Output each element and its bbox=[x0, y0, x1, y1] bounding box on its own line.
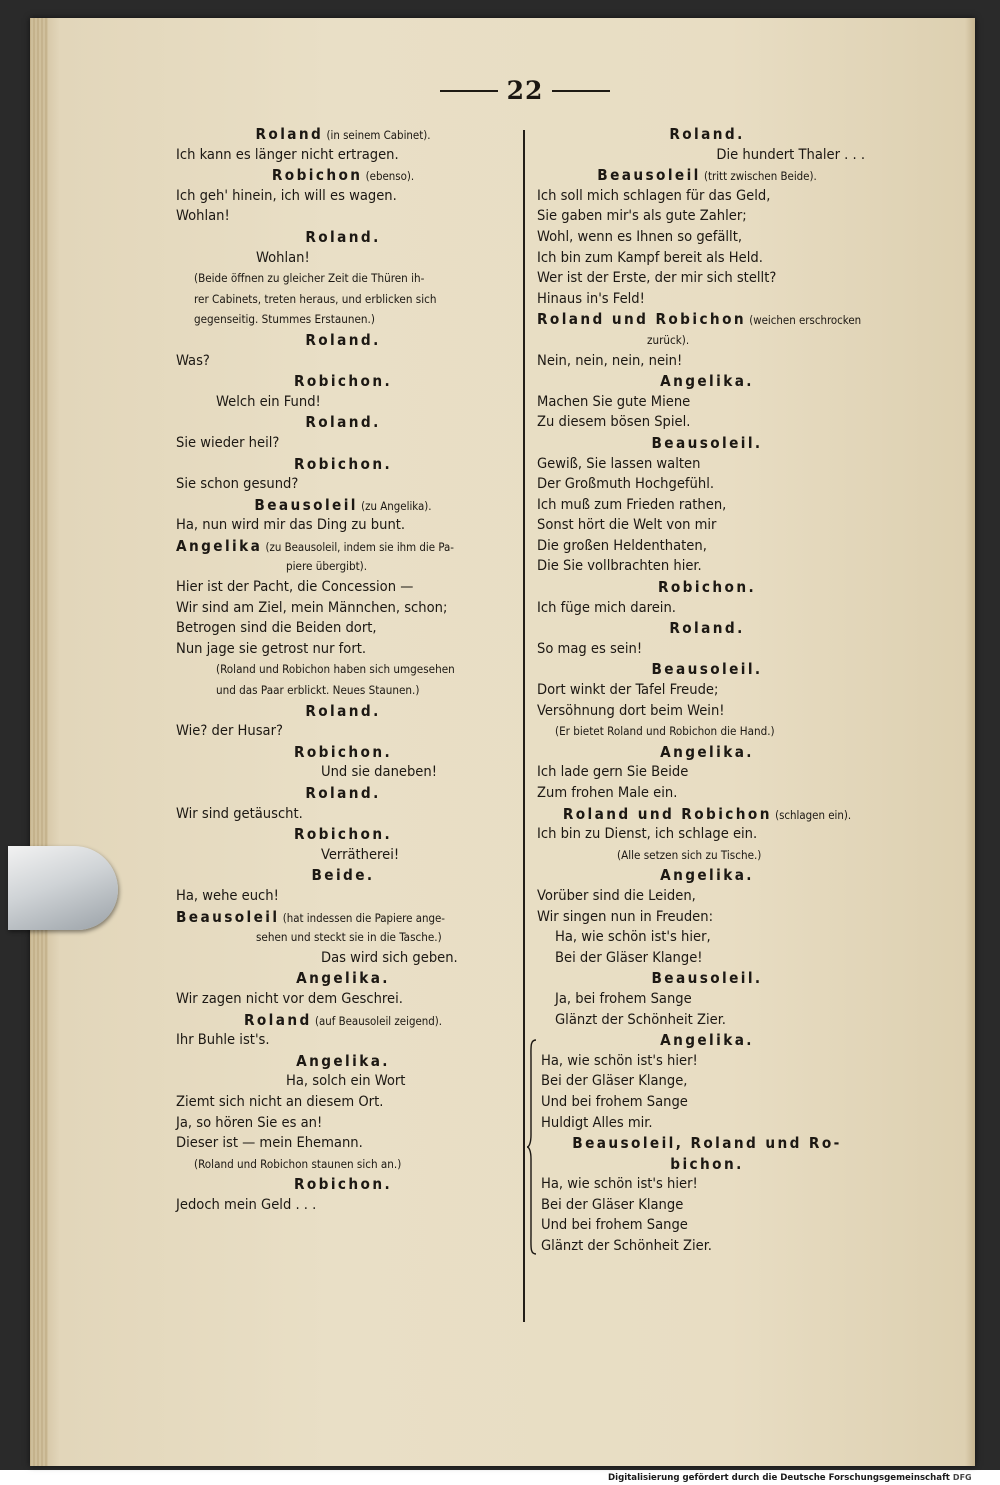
speaker-heading bbox=[176, 371, 510, 392]
verse-line: Ich kann es länger nicht ertragen. bbox=[176, 145, 399, 163]
verse-line: Machen Sie gute Miene bbox=[537, 392, 691, 410]
speaker-heading bbox=[176, 783, 510, 804]
stage-direction: (ebenso). bbox=[362, 169, 415, 184]
header-rule-right bbox=[552, 90, 610, 92]
speaker-heading bbox=[537, 968, 877, 989]
speaker-name: Angelika. bbox=[660, 372, 754, 391]
speaker-name: Beausoleil bbox=[254, 495, 358, 514]
speaker-heading bbox=[176, 412, 510, 433]
speaker-heading bbox=[176, 330, 510, 351]
stage-direction: (tritt zwischen Beide). bbox=[700, 169, 817, 184]
stage-direction: (zu Angelika). bbox=[357, 498, 432, 513]
verse-line: Vorüber sind die Leiden, bbox=[537, 886, 696, 904]
stage-direction: (hat indessen die Papiere ange- bbox=[279, 910, 445, 925]
dfg-logo: DFG bbox=[952, 1473, 972, 1482]
verse-line: Welch ein Fund! bbox=[216, 392, 321, 410]
verse-line: Das wird sich geben. bbox=[321, 948, 458, 966]
verse-line: Verrätherei! bbox=[321, 845, 400, 863]
stage-direction-line: (Beide öffnen zu gleicher Zeit die Thüren ih- bbox=[194, 271, 425, 286]
verse-line: Ich bin zum Kampf bereit als Held. bbox=[537, 248, 763, 266]
speaker-heading bbox=[176, 1051, 510, 1072]
verse-line: Ich bin zu Dienst, ich schlage ein. bbox=[537, 825, 758, 843]
verse-line: Ja, bei frohem Sange bbox=[555, 989, 692, 1007]
footer bbox=[608, 1473, 972, 1483]
speaker-heading bbox=[176, 124, 510, 145]
speaker-heading bbox=[537, 804, 877, 825]
speaker-name: bichon. bbox=[670, 1154, 744, 1173]
verse-line: Ziemt sich nicht an diesem Ort. bbox=[176, 1092, 384, 1110]
verse-line: Nun jage sie getrost nur fort. bbox=[176, 639, 367, 657]
speaker-name: Robichon. bbox=[293, 825, 393, 844]
page-edges bbox=[30, 18, 48, 1466]
stage-direction-line: sehen und steckt sie in die Tasche.) bbox=[256, 930, 442, 945]
verse-line: Bei der Gläser Klange bbox=[541, 1195, 684, 1213]
stage-direction-line: zurück). bbox=[647, 332, 690, 347]
verse-line: Die hundert Thaler . . . bbox=[716, 145, 865, 163]
speaker-heading bbox=[176, 495, 510, 516]
stage-direction-line: (Roland und Robichon staunen sich an.) bbox=[194, 1156, 402, 1171]
speaker-name: Roland bbox=[243, 1010, 312, 1029]
speaker-heading bbox=[176, 865, 510, 886]
page-number: 22 bbox=[506, 76, 544, 105]
verse-line: Zum frohen Male ein. bbox=[537, 784, 678, 801]
speaker-name: Roland. bbox=[669, 125, 745, 143]
stage-direction-line: piere übergibt). bbox=[286, 559, 368, 574]
verse-line: Ha, wehe euch! bbox=[176, 886, 279, 904]
speaker-heading bbox=[176, 968, 510, 989]
speaker-name: Roland. bbox=[305, 413, 381, 432]
verse-line: Und bei frohem Sange bbox=[541, 1216, 688, 1234]
page-clip bbox=[8, 846, 118, 930]
verse-line: Jedoch mein Geld . . . bbox=[176, 1195, 317, 1213]
verse-line: Ha, wie schön ist's hier! bbox=[541, 1175, 698, 1193]
speaker-heading bbox=[176, 1174, 510, 1195]
speaker-name: Roland. bbox=[669, 619, 745, 638]
stage-direction: (weichen erschrocken bbox=[745, 313, 862, 328]
verse-line: Ha, wie schön ist's hier, bbox=[555, 928, 711, 946]
left-column bbox=[176, 124, 510, 1215]
verse-line: Ich füge mich darein. bbox=[537, 598, 676, 616]
verse-line: Sie gaben mir's als gute Zahler; bbox=[537, 207, 747, 225]
stage-direction: (zu Beausoleil, indem sie ihm die Pa- bbox=[262, 539, 454, 554]
verse-line: Und bei frohem Sange bbox=[541, 1092, 688, 1110]
verse-line: So mag es sein! bbox=[537, 639, 643, 657]
stage-direction: (schlagen ein). bbox=[771, 807, 852, 822]
verse-line: Ich geh' hinein, ich will es wagen. bbox=[176, 186, 397, 204]
stage-direction: (auf Beausoleil zeigend). bbox=[311, 1013, 443, 1028]
verse-line: Zu diesem bösen Spiel. bbox=[537, 413, 691, 431]
speaker-heading bbox=[537, 618, 877, 639]
page-header bbox=[440, 76, 610, 104]
speaker-name: Robichon. bbox=[293, 372, 393, 391]
verse-line: Wir zagen nicht vor dem Geschrei. bbox=[176, 989, 403, 1007]
stage-direction-line: rer Cabinets, treten heraus, und erblicken sich bbox=[194, 291, 437, 306]
speaker-name: Beausoleil bbox=[176, 907, 280, 926]
verse-line: Betrogen sind die Beiden dort, bbox=[176, 619, 377, 637]
verse-line: Ich soll mich schlagen für das Geld, bbox=[537, 186, 771, 204]
verse-line: Die Sie vollbrachten hier. bbox=[537, 557, 702, 575]
verse-line: Sie wieder heil? bbox=[176, 433, 280, 451]
stage-direction-line: (Er bietet Roland und Robichon die Hand.) bbox=[555, 724, 775, 739]
speaker-name: Robichon bbox=[271, 166, 363, 185]
speaker-name: Roland. bbox=[305, 784, 381, 802]
speaker-name: Robichon. bbox=[293, 454, 393, 473]
speaker-name: Beide. bbox=[311, 866, 375, 885]
verse-line: Ich lade gern Sie Beide bbox=[537, 763, 689, 781]
speaker-heading bbox=[537, 433, 877, 454]
verse-line: Glänzt der Schönheit Zier. bbox=[555, 1010, 726, 1028]
column-divider bbox=[523, 130, 525, 1322]
verse-line: Versöhnung dort beim Wein! bbox=[537, 701, 725, 719]
speaker-heading bbox=[176, 536, 510, 557]
verse-line: Gewiß, Sie lassen walten bbox=[537, 454, 701, 472]
speaker-heading bbox=[537, 1133, 877, 1154]
verse-line: Die großen Heldenthaten, bbox=[537, 536, 707, 554]
verse-line: Wer ist der Erste, der mir sich stellt? bbox=[537, 269, 777, 287]
speaker-heading bbox=[537, 124, 877, 145]
stage-direction-line: (Alle setzen sich zu Tische.) bbox=[617, 847, 762, 862]
verse-line: Ihr Buhle ist's. bbox=[176, 1031, 270, 1049]
speaker-name: Roland und Robichon bbox=[562, 804, 772, 823]
speaker-heading bbox=[176, 1010, 510, 1031]
verse-line: Hinaus in's Feld! bbox=[537, 289, 645, 307]
verse-line: Dieser ist — mein Ehemann. bbox=[176, 1134, 363, 1152]
footer-text: Digitalisierung gefördert durch die Deutsche Forschungsgemeinschaft bbox=[608, 1473, 950, 1483]
speaker-heading bbox=[176, 701, 510, 722]
verse-line: Ja, so hören Sie es an! bbox=[176, 1113, 323, 1131]
verse-line: Ich muß zum Frieden rathen, bbox=[537, 495, 727, 513]
verse-line: Der Großmuth Hochgefühl. bbox=[537, 475, 715, 493]
verse-line: Nein, nein, nein, nein! bbox=[537, 351, 683, 369]
verse-line: Glänzt der Schönheit Zier. bbox=[541, 1237, 712, 1255]
speaker-name: Robichon. bbox=[657, 578, 757, 597]
speaker-name: Beausoleil. bbox=[651, 433, 763, 452]
speaker-name: Roland. bbox=[305, 227, 381, 246]
verse-line: Und sie daneben! bbox=[321, 763, 437, 781]
speaker-name: Angelika. bbox=[296, 1051, 390, 1070]
verse-line: Wohl, wenn es Ihnen so gefällt, bbox=[537, 227, 743, 245]
speaker-heading bbox=[176, 742, 510, 763]
speaker-name: Beausoleil. bbox=[651, 969, 763, 988]
speaker-name: Roland und Robichon bbox=[537, 310, 746, 329]
speaker-name: Beausoleil, Roland und Ro- bbox=[572, 1134, 842, 1153]
verse-line: Wir sind am Ziel, mein Männchen, schon; bbox=[176, 598, 448, 616]
verse-line: Ha, nun wird mir das Ding zu bunt. bbox=[176, 516, 406, 534]
speaker-name: Angelika. bbox=[296, 969, 390, 988]
verse-line: Hier ist der Pacht, die Concession — bbox=[176, 578, 414, 596]
speaker-name: Beausoleil bbox=[597, 166, 701, 185]
speaker-heading bbox=[537, 865, 877, 886]
curly-brace bbox=[527, 1039, 537, 1255]
speaker-heading bbox=[537, 1030, 877, 1051]
stage-direction: (in seinem Cabinet). bbox=[323, 128, 431, 142]
speaker-heading bbox=[537, 309, 877, 330]
verse-line: Wie? der Husar? bbox=[176, 722, 283, 740]
right-column bbox=[537, 124, 877, 1257]
verse-line: Sonst hört die Welt von mir bbox=[537, 516, 717, 534]
speaker-heading bbox=[537, 742, 877, 763]
speaker-heading bbox=[176, 907, 510, 928]
speaker-heading bbox=[537, 1154, 877, 1175]
speaker-heading bbox=[537, 659, 877, 680]
speaker-name: Robichon. bbox=[293, 1175, 393, 1194]
speaker-name: Angelika. bbox=[660, 1031, 754, 1050]
verse-line: Bei der Gläser Klange! bbox=[555, 948, 703, 966]
speaker-name: Roland. bbox=[305, 701, 381, 720]
speaker-name: Angelika. bbox=[660, 866, 754, 885]
speaker-heading bbox=[176, 165, 510, 186]
verse-line: Ha, solch ein Wort bbox=[286, 1072, 406, 1090]
speaker-heading bbox=[176, 824, 510, 845]
speaker-heading bbox=[537, 577, 877, 598]
verse-line: Bei der Gläser Klange, bbox=[541, 1072, 688, 1090]
speaker-name: Roland. bbox=[305, 330, 381, 349]
verse-line: Wir sind getäuscht. bbox=[176, 804, 303, 822]
stage-direction-line: und das Paar erblickt. Neues Staunen.) bbox=[216, 683, 420, 698]
speaker-heading bbox=[537, 165, 877, 186]
verse-line: Was? bbox=[176, 351, 210, 369]
verse-line: Sie schon gesund? bbox=[176, 475, 299, 493]
verse-line: Ha, wie schön ist's hier! bbox=[541, 1051, 698, 1069]
speaker-name: Angelika bbox=[176, 536, 263, 555]
verse-line: Wir singen nun in Freuden: bbox=[537, 907, 714, 925]
verse-line: Dort winkt der Tafel Freude; bbox=[537, 681, 719, 699]
speaker-name: Roland bbox=[255, 125, 324, 143]
speaker-heading bbox=[537, 371, 877, 392]
speaker-heading bbox=[176, 454, 510, 475]
stage-direction-line: gegenseitig. Stummes Erstaunen.) bbox=[194, 312, 375, 327]
verse-line: Wohlan! bbox=[256, 248, 310, 266]
speaker-name: Beausoleil. bbox=[651, 660, 763, 679]
stage-direction-line: (Roland und Robichon haben sich umgesehen bbox=[216, 662, 455, 677]
ensemble-brace-group bbox=[537, 1030, 877, 1257]
speaker-name: Angelika. bbox=[660, 742, 754, 761]
speaker-heading bbox=[176, 227, 510, 248]
verse-line: Huldigt Alles mir. bbox=[541, 1113, 653, 1131]
speaker-name: Robichon. bbox=[293, 742, 393, 761]
verse-line: Wohlan! bbox=[176, 207, 230, 225]
